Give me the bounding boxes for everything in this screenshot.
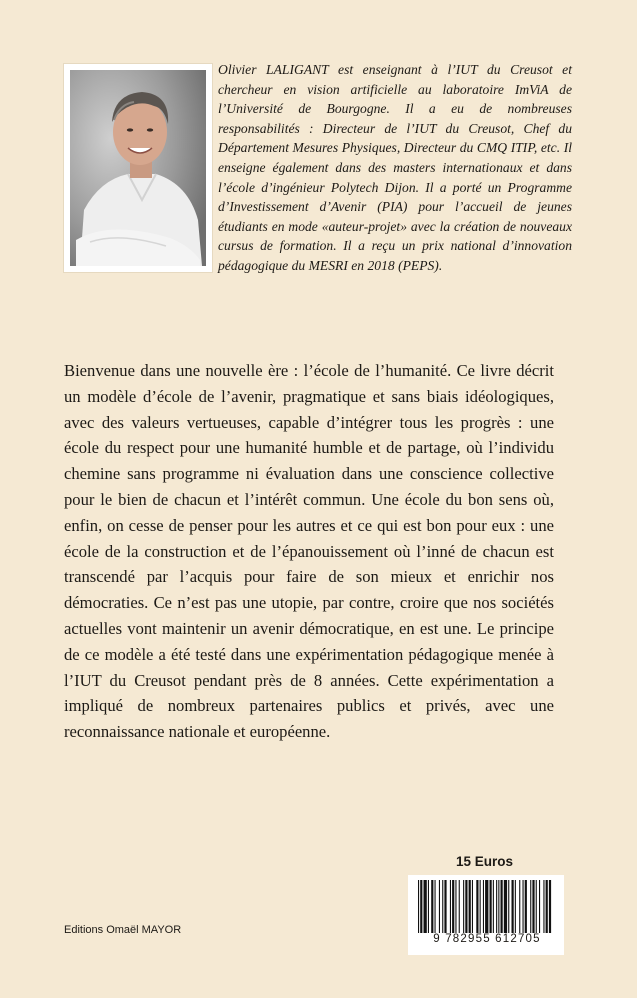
price-label: 15 Euros xyxy=(456,854,514,869)
barcode-bar xyxy=(549,880,551,934)
barcode-bar xyxy=(452,880,454,934)
barcode-bar xyxy=(444,880,446,934)
barcode-bar xyxy=(439,880,440,934)
barcode-bar xyxy=(431,880,433,934)
barcode-bar xyxy=(424,880,427,934)
barcode-bar xyxy=(490,880,492,934)
barcode-bar xyxy=(536,880,537,934)
barcode-bar xyxy=(418,880,419,934)
barcode-bar xyxy=(483,880,484,934)
publisher-name: Editions Omaël MAYOR xyxy=(64,924,182,936)
book-blurb: Bienvenue dans une nouvelle ère : l’école de l’humanité. Ce livre décrit un modèle d’école de l’avenir, pragmatique et sans biais idéologiques, avec des valeurs vertueuses, capable d’intégrer tous les progrès : une école du respect pour une humanité humble et de partage, où l’individu chemine sans programme ni évaluation dans une conscience collective pour le bien de chacun et l’intérêt commun. Une école du bon sens où, enfin, on cesse de penser pour les autres et ce qui est bon pour eux : une école de la construction et de l’épanouissement où l’inné de chacun est transcendé par l’acquis pour faire de son mieux et enrichir nos démocraties. Ce n’est pas une utopie, par contre, croire que nos sociétés actuelles vont maintenir un avenir démocratique, en est une. Le principe de ce modèle a été testé dans une expérimentation pédagogique menée à l’IUT du Creusot pendant près de 8 années. Cette expérimentation a impliqué de nombreux partenaires publics et privés, avec une reconnaissance nationale et européenne. xyxy=(64,361,554,742)
barcode-bar xyxy=(512,880,514,934)
barcode-bar xyxy=(501,880,503,934)
barcode-bar xyxy=(463,880,464,934)
barcode-bar xyxy=(420,880,422,934)
barcode-bar xyxy=(459,880,460,934)
barcode-bar xyxy=(469,880,471,934)
barcode-bar xyxy=(455,880,456,934)
author-bio: Olivier LALIGANT est enseignant à l’IUT du Creusot et chercheur en vision artificielle au laboratoire ImViA de l’Université de Bourgogne. Il a eu de nombreuses responsabilités : Directeur de l’IUT du Creusot, Chef du Département Mesures Physiques, Directeur du CMQ ITIP, etc. Il enseigne également dans des masters internationaux et dans l’école d’ingénieur Polytech Dijon. Il a porté un Programme d’Investissement d’Avenir (PIA) pour l’accueil de jeunes étudiants en mode «auteur-projet» avec la création de nouveaux cursus de formation. Il a reçu un prix national d’innovation pédagogique du MESRI en 2018 (PEPS). xyxy=(218,62,572,273)
barcode-bar xyxy=(519,880,520,934)
barcode-bar xyxy=(480,880,481,934)
barcode-bar xyxy=(525,880,527,934)
barcode-icon xyxy=(416,880,556,936)
barcode-bar xyxy=(504,880,507,934)
barcode-bar xyxy=(498,880,499,934)
barcode-bar xyxy=(476,880,478,934)
barcode-bar xyxy=(435,880,436,934)
barcode-bar xyxy=(543,880,544,934)
barcode-bar xyxy=(485,880,488,934)
barcode-bar xyxy=(530,880,531,934)
barcode-bar xyxy=(539,880,540,934)
isbn-barcode xyxy=(408,875,564,955)
barcode-bar xyxy=(493,880,494,934)
isbn-number: 9 782955 612705 xyxy=(418,933,556,945)
barcode-bar xyxy=(465,880,467,934)
barcode-bar xyxy=(472,880,473,934)
barcode-bar xyxy=(546,880,548,934)
author-photo xyxy=(70,70,206,266)
barcode-bar xyxy=(442,880,443,934)
barcode-bar xyxy=(523,880,524,934)
barcode-bar xyxy=(450,880,451,934)
barcode-bar xyxy=(496,880,497,934)
barcode-bar xyxy=(508,880,509,934)
barcode-bar xyxy=(428,880,429,934)
barcode-bar xyxy=(515,880,516,934)
author-photo-frame xyxy=(64,64,212,272)
barcode-bar xyxy=(532,880,534,934)
